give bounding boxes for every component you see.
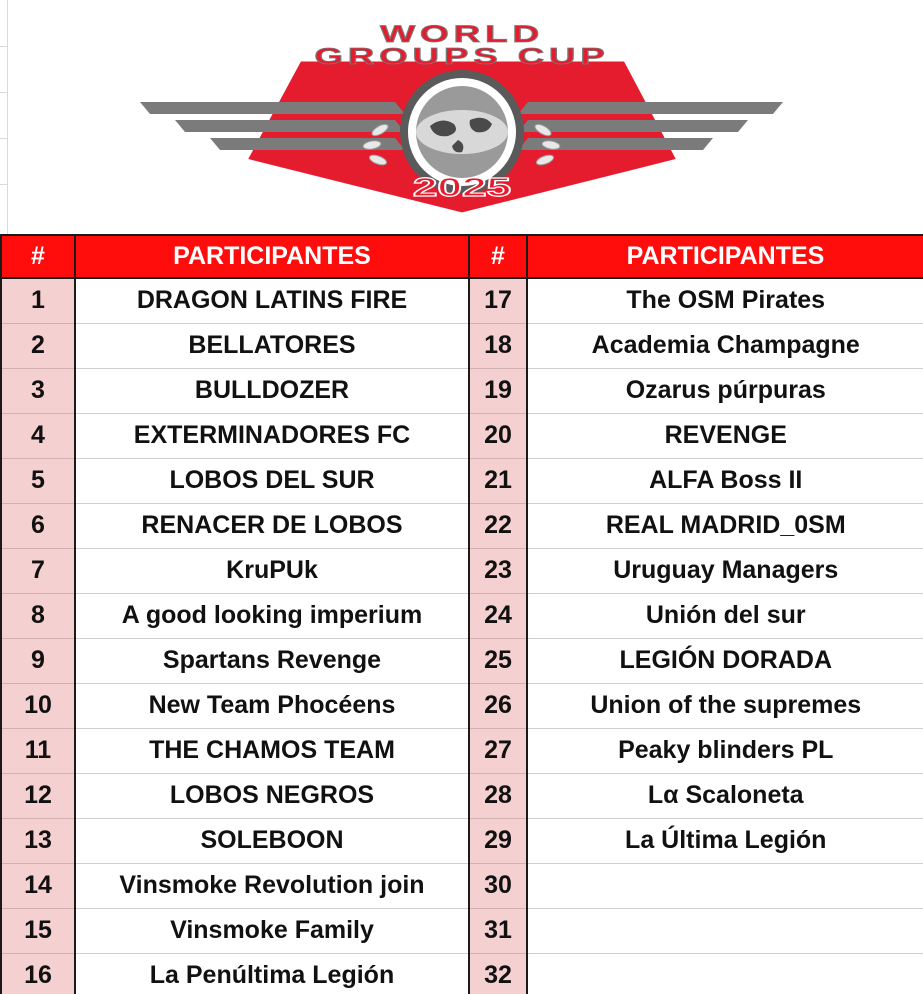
participant-name <box>527 953 923 994</box>
participant-name: The OSM Pirates <box>527 278 923 323</box>
participant-number: 26 <box>469 683 527 728</box>
table-row <box>1 953 923 994</box>
participant-name: A good looking imperium <box>75 593 469 638</box>
participant-name: Lα Scaloneta <box>527 773 923 818</box>
logo-area <box>0 0 923 234</box>
participant-name: Union of the supremes <box>527 683 923 728</box>
participant-number: 6 <box>1 503 75 548</box>
participant-number: 5 <box>1 458 75 503</box>
participant-number: 7 <box>1 548 75 593</box>
participant-number: 28 <box>469 773 527 818</box>
table-row <box>1 368 923 413</box>
logo-title-line1: WORLD <box>380 20 544 48</box>
participants-rows <box>1 278 923 994</box>
participant-name: REAL MADRID_0SM <box>527 503 923 548</box>
table-row <box>1 773 923 818</box>
participant-number: 31 <box>469 908 527 953</box>
table-row <box>1 728 923 773</box>
participant-name: KruPUk <box>75 548 469 593</box>
participant-name: Unión del sur <box>527 593 923 638</box>
participant-name: LOBOS NEGROS <box>75 773 469 818</box>
participant-name <box>527 908 923 953</box>
participant-number: 11 <box>1 728 75 773</box>
participant-name: REVENGE <box>527 413 923 458</box>
table-header-row <box>1 235 923 278</box>
participant-number: 21 <box>469 458 527 503</box>
participant-name: Spartans Revenge <box>75 638 469 683</box>
participant-name: RENACER DE LOBOS <box>75 503 469 548</box>
participant-number: 23 <box>469 548 527 593</box>
participant-number: 3 <box>1 368 75 413</box>
table-row <box>1 683 923 728</box>
participant-name: La Penúltima Legión <box>75 953 469 994</box>
participant-number: 22 <box>469 503 527 548</box>
participant-name: La Última Legión <box>527 818 923 863</box>
participant-number: 24 <box>469 593 527 638</box>
participant-number: 13 <box>1 818 75 863</box>
world-groups-cup-logo <box>0 0 923 234</box>
participant-number: 17 <box>469 278 527 323</box>
participant-number: 30 <box>469 863 527 908</box>
participant-number: 2 <box>1 323 75 368</box>
table-row <box>1 863 923 908</box>
table-row <box>1 503 923 548</box>
participant-name: SOLEBOON <box>75 818 469 863</box>
participants-header: PARTICIPANTES <box>527 235 923 278</box>
number-header: # <box>469 235 527 278</box>
participant-number: 18 <box>469 323 527 368</box>
participant-number: 27 <box>469 728 527 773</box>
table-row <box>1 278 923 323</box>
participant-name: EXTERMINADORES FC <box>75 413 469 458</box>
table-row <box>1 413 923 458</box>
participant-number: 1 <box>1 278 75 323</box>
participant-name: LOBOS DEL SUR <box>75 458 469 503</box>
participant-name: DRAGON LATINS FIRE <box>75 278 469 323</box>
participant-number: 29 <box>469 818 527 863</box>
participant-name: Uruguay Managers <box>527 548 923 593</box>
participant-name: BELLATORES <box>75 323 469 368</box>
participant-number: 8 <box>1 593 75 638</box>
table-row <box>1 638 923 683</box>
participant-number: 32 <box>469 953 527 994</box>
table-row <box>1 818 923 863</box>
table-row <box>1 548 923 593</box>
table-row <box>1 458 923 503</box>
participant-number: 16 <box>1 953 75 994</box>
participant-number: 15 <box>1 908 75 953</box>
participant-number: 14 <box>1 863 75 908</box>
participant-number: 4 <box>1 413 75 458</box>
participant-name: ALFA Boss II <box>527 458 923 503</box>
participant-name: Peaky blinders PL <box>527 728 923 773</box>
logo-title-line2: GROUPS CUP <box>314 43 610 70</box>
table-row <box>1 323 923 368</box>
participant-name: Ozarus púrpuras <box>527 368 923 413</box>
participant-number: 9 <box>1 638 75 683</box>
participant-name: Vinsmoke Revolution join <box>75 863 469 908</box>
participant-name: New Team Phocéens <box>75 683 469 728</box>
participant-name <box>527 863 923 908</box>
table-row <box>1 593 923 638</box>
participant-name: Academia Champagne <box>527 323 923 368</box>
participant-number: 25 <box>469 638 527 683</box>
table-row <box>1 908 923 953</box>
number-header: # <box>1 235 75 278</box>
participant-number: 12 <box>1 773 75 818</box>
participant-number: 19 <box>469 368 527 413</box>
participant-name: THE CHAMOS TEAM <box>75 728 469 773</box>
participant-name: BULLDOZER <box>75 368 469 413</box>
participant-name: LEGIÓN DORADA <box>527 638 923 683</box>
participants-header: PARTICIPANTES <box>75 235 469 278</box>
participants-table <box>0 234 923 994</box>
participant-number: 20 <box>469 413 527 458</box>
logo-year: 2025 <box>412 172 512 202</box>
participant-number: 10 <box>1 683 75 728</box>
participant-name: Vinsmoke Family <box>75 908 469 953</box>
